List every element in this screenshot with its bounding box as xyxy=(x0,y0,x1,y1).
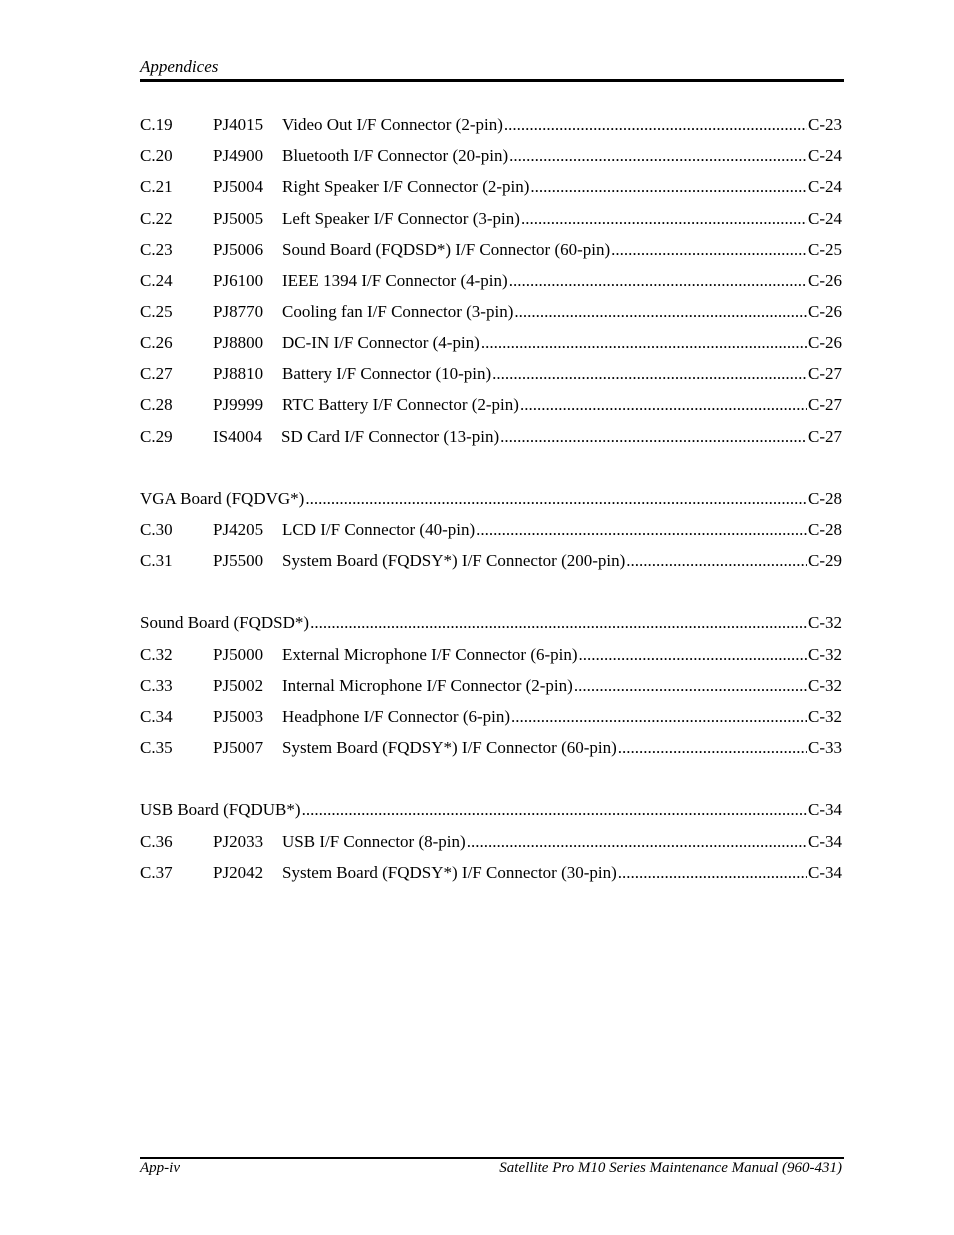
dot-leader xyxy=(618,863,807,883)
entry-title: External Microphone I/F Connector (6-pin) xyxy=(282,645,578,664)
dot-leader xyxy=(611,240,807,260)
entry-page: C-34 xyxy=(808,863,842,882)
entry-code: PJ5006 xyxy=(213,240,264,259)
dot-leader xyxy=(509,146,807,166)
toc-entry-c34[interactable] xyxy=(140,707,842,731)
entry-code: PJ6100 xyxy=(213,271,264,290)
entry-number: C.32 xyxy=(140,645,173,664)
entry-page: C-24 xyxy=(808,146,842,165)
dot-leader xyxy=(521,209,807,229)
entry-number: C.35 xyxy=(140,738,173,757)
entry-code: PJ9999 xyxy=(213,395,264,414)
entry-title: System Board (FQDSY*) I/F Connector (30-pin) xyxy=(282,863,617,882)
dot-leader xyxy=(467,832,807,852)
entry-page: C-26 xyxy=(808,271,842,290)
entry-number: C.36 xyxy=(140,832,173,851)
entry-number: C.26 xyxy=(140,333,173,352)
entry-title: Cooling fan I/F Connector (3-pin) xyxy=(282,302,514,321)
entry-title: Headphone I/F Connector (6-pin) xyxy=(282,707,511,726)
entry-page: C-27 xyxy=(808,364,842,383)
entry-number: C.30 xyxy=(140,520,173,539)
entry-number: C.20 xyxy=(140,146,173,165)
header-title: Appendices xyxy=(140,57,219,76)
dot-leader xyxy=(302,800,807,820)
entry-title: Left Speaker I/F Connector (3-pin) xyxy=(282,209,520,228)
section-title: USB Board (FQDUB*) xyxy=(140,800,301,819)
entry-code: PJ4205 xyxy=(213,520,264,539)
section-page: C-34 xyxy=(808,800,842,819)
dot-leader xyxy=(579,645,807,665)
toc-entry-c32[interactable] xyxy=(140,645,842,669)
entry-title: RTC Battery I/F Connector (2-pin) xyxy=(282,395,519,414)
toc-entry-c26[interactable] xyxy=(140,333,842,357)
dot-leader xyxy=(500,427,807,447)
entry-number: C.25 xyxy=(140,302,173,321)
entry-code: PJ5500 xyxy=(213,551,264,570)
entry-page: C-32 xyxy=(808,676,842,695)
entry-page: C-24 xyxy=(808,177,842,196)
section-title: Sound Board (FQDSD*) xyxy=(140,613,310,632)
dot-leader xyxy=(310,613,807,633)
toc-entry-c25[interactable] xyxy=(140,302,842,326)
entry-title: DC-IN I/F Connector (4-pin) xyxy=(282,333,480,352)
dot-leader xyxy=(492,364,807,384)
entry-title: SD Card I/F Connector (13-pin) xyxy=(281,427,500,446)
entry-page: C-25 xyxy=(808,240,842,259)
entry-title: Bluetooth I/F Connector (20-pin) xyxy=(282,146,509,165)
toc-entry-c27[interactable] xyxy=(140,364,842,388)
entry-page: C-33 xyxy=(808,738,842,757)
dot-leader xyxy=(574,676,807,696)
entry-page: C-27 xyxy=(808,395,842,414)
entry-number: C.31 xyxy=(140,551,173,570)
toc-entry-c19[interactable] xyxy=(140,115,842,139)
entry-number: C.22 xyxy=(140,209,173,228)
toc-entry-c31[interactable] xyxy=(140,551,842,575)
entry-page: C-29 xyxy=(808,551,842,570)
footer-page-number: App-iv xyxy=(140,1160,180,1176)
toc-entry-c24[interactable] xyxy=(140,271,842,295)
toc-entry-c35[interactable] xyxy=(140,738,842,762)
dot-leader xyxy=(514,302,807,322)
entry-code: PJ4015 xyxy=(213,115,264,134)
entry-page: C-34 xyxy=(808,832,842,851)
entry-title: USB I/F Connector (8-pin) xyxy=(282,832,466,851)
footer-rule xyxy=(140,1157,844,1159)
entry-number: C.28 xyxy=(140,395,173,414)
entry-title: System Board (FQDSY*) I/F Connector (200-pin) xyxy=(282,551,626,570)
entry-code: PJ2042 xyxy=(213,863,264,882)
entry-code: PJ8770 xyxy=(213,302,264,321)
entry-title: Right Speaker I/F Connector (2-pin) xyxy=(282,177,530,196)
toc-entry-c36[interactable] xyxy=(140,832,842,856)
dot-leader xyxy=(618,738,807,758)
dot-leader xyxy=(481,333,807,353)
toc-section-usb-board[interactable] xyxy=(140,800,842,824)
toc-entry-c37[interactable] xyxy=(140,863,842,887)
entry-number: C.34 xyxy=(140,707,173,726)
entry-title: System Board (FQDSY*) I/F Connector (60-pin) xyxy=(282,738,617,757)
section-page: C-28 xyxy=(808,489,842,508)
entry-number: C.33 xyxy=(140,676,173,695)
toc-entry-c20[interactable] xyxy=(140,146,842,170)
entry-page: C-32 xyxy=(808,707,842,726)
dot-leader xyxy=(626,551,807,571)
entry-code: PJ5005 xyxy=(213,209,264,228)
entry-title: Sound Board (FQDSD*) I/F Connector (60-pin) xyxy=(282,240,611,259)
toc-section-vga-board[interactable] xyxy=(140,489,842,513)
entry-page: C-32 xyxy=(808,645,842,664)
toc-entry-c29[interactable] xyxy=(140,427,842,451)
toc-entry-c22[interactable] xyxy=(140,209,842,233)
entry-number: C.21 xyxy=(140,177,173,196)
entry-title: LCD I/F Connector (40-pin) xyxy=(282,520,476,539)
dot-leader xyxy=(305,489,807,509)
entry-number: C.23 xyxy=(140,240,173,259)
dot-leader xyxy=(530,177,807,197)
footer-manual-title: Satellite Pro M10 Series Maintenance Manual (960-431) xyxy=(499,1160,842,1176)
toc-entry-c33[interactable] xyxy=(140,676,842,700)
entry-page: C-26 xyxy=(808,302,842,321)
dot-leader xyxy=(520,395,807,415)
toc-entry-c21[interactable] xyxy=(140,177,842,201)
toc-entry-c23[interactable] xyxy=(140,240,842,264)
entry-code: PJ5003 xyxy=(213,707,264,726)
entry-code: PJ5007 xyxy=(213,738,264,757)
entry-title: IEEE 1394 I/F Connector (4-pin) xyxy=(282,271,508,290)
entry-code: PJ8800 xyxy=(213,333,264,352)
dot-leader xyxy=(511,707,807,727)
entry-code: PJ5004 xyxy=(213,177,264,196)
entry-code: IS4004 xyxy=(213,427,263,446)
entry-code: PJ8810 xyxy=(213,364,264,383)
entry-page: C-26 xyxy=(808,333,842,352)
dot-leader xyxy=(504,115,807,135)
entry-code: PJ5002 xyxy=(213,676,264,695)
entry-page: C-28 xyxy=(808,520,842,539)
entry-title: Battery I/F Connector (10-pin) xyxy=(282,364,492,383)
entry-title: Video Out I/F Connector (2-pin) xyxy=(282,115,503,134)
section-page: C-32 xyxy=(808,613,842,632)
entry-title: Internal Microphone I/F Connector (2-pin) xyxy=(282,676,573,695)
entry-code: PJ2033 xyxy=(213,832,264,851)
entry-number: C.19 xyxy=(140,115,173,134)
entry-page: C-23 xyxy=(808,115,842,134)
header-rule xyxy=(140,79,844,82)
section-title: VGA Board (FQDVG*) xyxy=(140,489,305,508)
entry-page: C-27 xyxy=(808,427,842,446)
toc-entry-c30[interactable] xyxy=(140,520,842,544)
dot-leader xyxy=(476,520,807,540)
toc-section-sound-board[interactable] xyxy=(140,613,842,637)
entry-page: C-24 xyxy=(808,209,842,228)
entry-number: C.29 xyxy=(140,427,173,446)
entry-code: PJ5000 xyxy=(213,645,264,664)
entry-code: PJ4900 xyxy=(213,146,264,165)
entry-number: C.24 xyxy=(140,271,173,290)
dot-leader xyxy=(509,271,807,291)
toc-entry-c28[interactable] xyxy=(140,395,842,419)
entry-number: C.37 xyxy=(140,863,173,882)
entry-number: C.27 xyxy=(140,364,173,383)
